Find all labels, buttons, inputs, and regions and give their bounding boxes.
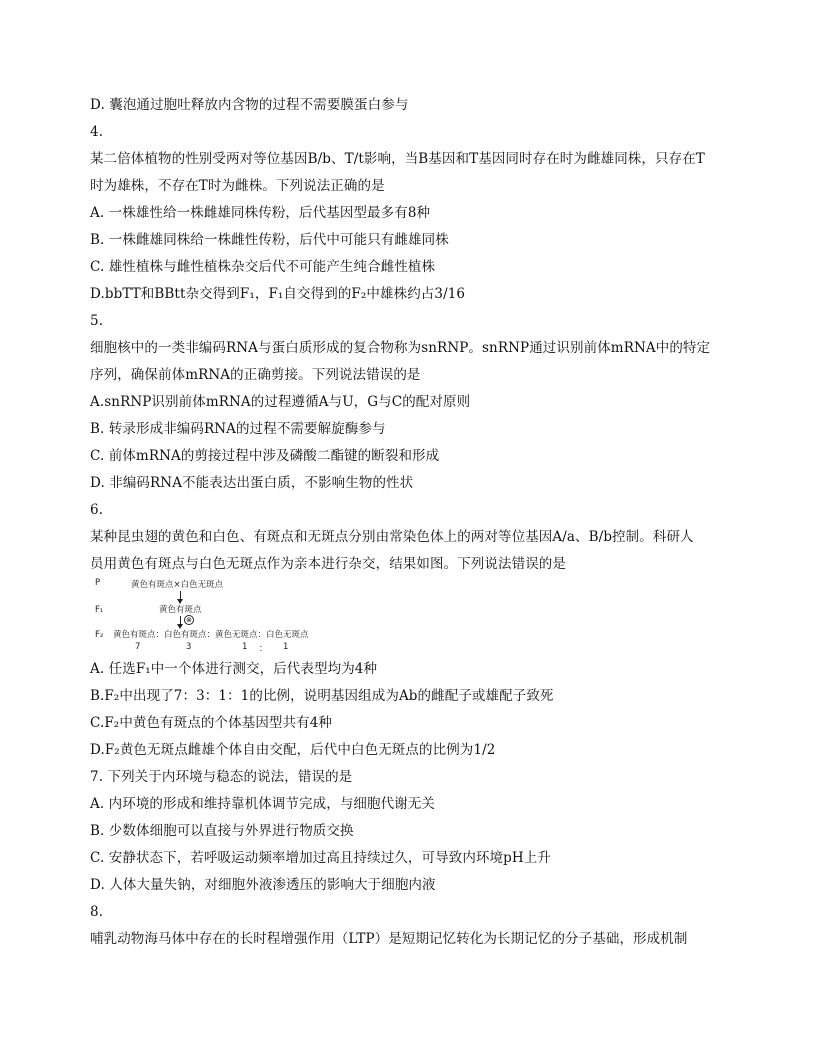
q5-number: 5. [90,313,104,329]
f2-phenotypes: 黄色有斑点：白色有斑点：黄色无斑点：白色无斑点 [113,630,309,640]
q5-option-d: D. 非编码RNA不能表达出蛋白质，不影响生物的性状 [90,475,414,491]
q5-option-c: C. 前体mRNA的剪接过程中涉及磷酸二酯键的断裂和形成 [90,448,440,464]
q5-option-b: B. 转录形成非编码RNA的过程不需要解旋酶参与 [90,421,386,437]
q4-option-d: D.bbTT和BBtt杂交得到F₁，F₁自交得到的F₂中雄株约占3/16 [90,286,466,302]
q4-stem-line-1: 某二倍体植物的性别受两对等位基因B/b、T/t影响，当B基因和T基因同时存在时为雌雄同株，只存在T [90,151,705,167]
f2-label: F₂ [95,630,104,640]
q5-option-a: A.snRNP识别前体mRNA的过程遵循A与U，G与C的配对原则 [90,394,471,410]
f2-ratio-3: 1 [242,642,248,652]
q8-stem-line-1: 哺乳动物海马体中存在的长时程增强作用（LTP）是短期记忆转化为长期记忆的分子基础，形成机制 [90,931,688,947]
q7-option-b: B. 少数体细胞可以直接与外界进行物质交换 [90,823,354,839]
q4-option-b: B. 一株雌雄同株给一株雌性传粉，后代中可能只有雌雄同株 [90,232,449,248]
q3-option-d: D. 囊泡通过胞吐释放内含物的过程不需要膜蛋白参与 [90,97,409,113]
q6-stem-line-2: 员用黄色有斑点与白色无斑点作为亲本进行杂交，结果如图。下列说法错误的是 [90,556,566,572]
q7-option-c: C. 安静状态下，若呼吸运动频率增加过高且持续过久，可导致内环境pH上升 [90,850,551,866]
q4-option-c: C. 雄性植株与雌性植株杂交后代不可能产生纯合雌性植株 [90,259,436,275]
f2-ratio-4: 1 [283,642,289,652]
q7-stem: 7. 下列关于内环境与稳态的说法，错误的是 [90,769,353,785]
q6-option-a: A. 任选F₁中一个体进行测交，后代表型均为4种 [90,661,378,677]
q8-number: 8. [90,904,104,920]
cross-diagram [95,578,335,656]
q6-option-d: D.F₂黄色无斑点雌雄个体自由交配，后代中白色无斑点的比例为1/2 [90,742,496,758]
f2-ratio-1: 7 [135,642,141,652]
q7-option-a: A. 内环境的形成和维持靠机体调节完成，与细胞代谢无关 [90,796,436,812]
p-parents: 黄色有斑点×白色无斑点 [131,580,224,590]
q6-option-b: B.F₂中出现了7：3：1：1的比例，说明基因组成为Ab的雌配子或雄配子致死 [90,688,554,704]
q6-number: 6. [90,502,104,518]
q5-stem-line-1: 细胞核中的一类非编码RNA与蛋白质形成的复合物称为snRNP。snRNP通过识别前体mRNA中的特定 [90,340,711,356]
f2-ratio-sep: ： [259,644,268,654]
q6-option-c: C.F₂中黄色有斑点的个体基因型共有4种 [90,715,333,731]
p-label: P [95,578,101,588]
selfing-symbol: ⊗ [184,615,194,625]
q4-stem-line-2: 时为雄株，不存在T时为雌株。下列说法正确的是 [90,178,385,194]
f2-ratio-2: 3 [186,642,192,652]
f1-label: F₁ [95,605,104,615]
q7-option-d: D. 人体大量失钠，对细胞外液渗透压的影响大于细胞内液 [90,877,436,893]
q5-stem-line-2: 序列，确保前体mRNA的正确剪接。下列说法错误的是 [90,367,421,383]
q4-option-a: A. 一株雄性给一株雌雄同株传粉，后代基因型最多有8种 [90,205,431,221]
f1-phenotype: 黄色有斑点 [159,605,202,615]
q6-stem-line-1: 某种昆虫翅的黄色和白色、有斑点和无斑点分别由常染色体上的两对等位基因A/a、B/b控制。科研人 [90,529,694,545]
q4-number: 4. [90,124,104,140]
